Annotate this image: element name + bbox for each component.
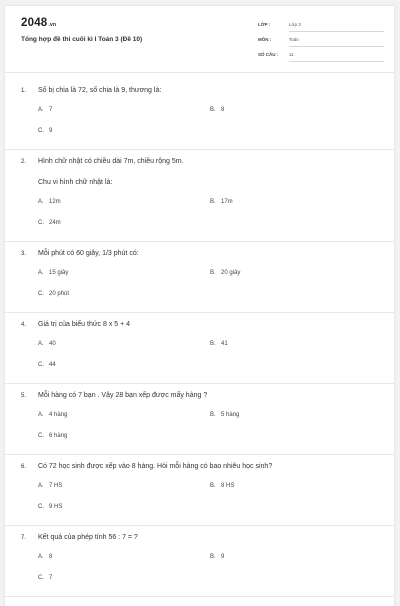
question-line — [5, 531, 394, 545]
option-letter: B. — [210, 341, 216, 347]
question-number: 5. — [21, 393, 27, 399]
option-text: 9 HS — [49, 504, 63, 510]
option-letter: C. — [38, 291, 44, 297]
question-4 — [5, 313, 394, 384]
question-number: 7. — [21, 535, 27, 541]
worksheet-page — [5, 6, 394, 606]
option-text: 7 — [49, 575, 53, 581]
option-a[interactable] — [38, 105, 52, 115]
question-number: 6. — [21, 464, 27, 470]
question-5 — [5, 384, 394, 455]
option-letter: A. — [38, 107, 44, 113]
question-number: 2. — [21, 159, 27, 165]
option-b[interactable] — [210, 105, 224, 115]
option-c[interactable] — [38, 218, 61, 228]
option-text: 8 — [221, 107, 225, 113]
option-letter: B. — [210, 483, 216, 489]
option-text: 4 hàng — [49, 412, 68, 418]
header-divider — [5, 72, 394, 73]
question-text: Có 72 học sinh được xếp vào 8 hàng. Hỏi mỗi hàng có bao nhiêu học sinh? — [38, 463, 273, 470]
meta-label-subject: MÔN : — [258, 37, 272, 42]
option-letter: A. — [38, 341, 44, 347]
option-text: 24m — [49, 220, 61, 226]
answer-options — [5, 105, 394, 139]
worksheet-header — [5, 6, 394, 68]
option-c[interactable] — [38, 360, 56, 370]
option-letter: B. — [210, 199, 216, 205]
option-text: 41 — [221, 341, 228, 347]
option-c[interactable] — [38, 289, 69, 299]
option-a[interactable] — [38, 339, 56, 349]
option-text: 17m — [221, 199, 233, 205]
answer-options — [5, 481, 394, 515]
meta-row-count — [258, 50, 384, 62]
option-text: 9 — [221, 554, 225, 560]
question-number: 1. — [21, 88, 27, 94]
question-line — [5, 389, 394, 403]
option-b[interactable] — [210, 481, 234, 491]
question-number: 4. — [21, 322, 27, 328]
option-text: 9 — [49, 128, 53, 134]
meta-row-subject — [258, 35, 384, 47]
option-text: 6 hàng — [49, 433, 68, 439]
question-2 — [5, 150, 394, 242]
question-subtext: Chu vi hình chữ nhật là: — [38, 179, 113, 186]
meta-row-class — [258, 20, 384, 32]
meta-label-class: LỚP : — [258, 22, 271, 27]
question-text: Mỗi phút có 60 giây, 1/3 phút có: — [38, 250, 139, 257]
option-letter: A. — [38, 199, 44, 205]
option-a[interactable] — [38, 410, 67, 420]
option-text: 44 — [49, 362, 56, 368]
answer-options — [5, 268, 394, 302]
question-text: Hình chữ nhật có chiều dài 7m, chiều rộng 5m. — [38, 158, 184, 165]
option-letter: C. — [38, 575, 44, 581]
question-text: Số bị chia là 72, số chia là 9, thương là: — [38, 87, 162, 94]
question-line — [5, 155, 394, 169]
question-line — [5, 318, 394, 332]
question-text: Kết quả của phép tính 56 : 7 = ? — [38, 534, 138, 541]
option-b[interactable] — [210, 197, 233, 207]
option-text: 40 — [49, 341, 56, 347]
question-6 — [5, 455, 394, 526]
option-letter: C. — [38, 504, 44, 510]
option-a[interactable] — [38, 268, 68, 278]
option-b[interactable] — [210, 268, 240, 278]
option-letter: B. — [210, 554, 216, 560]
question-list — [5, 79, 394, 597]
question-text: Giá trị của biểu thức 8 x 5 + 4 — [38, 321, 131, 328]
answer-options — [5, 410, 394, 444]
option-text: 7 HS — [49, 483, 63, 489]
option-text: 12m — [49, 199, 61, 205]
option-c[interactable] — [38, 126, 52, 136]
option-letter: C. — [38, 220, 44, 226]
option-letter: A. — [38, 412, 44, 418]
question-line — [5, 84, 394, 98]
question-3 — [5, 242, 394, 313]
option-letter: B. — [210, 270, 216, 276]
meta-value-class: Lớp 3 — [289, 22, 384, 32]
question-line — [5, 460, 394, 474]
meta-label-count: SỐ CÂU : — [258, 52, 279, 57]
answer-options — [5, 339, 394, 373]
option-b[interactable] — [210, 552, 224, 562]
option-text: 7 — [49, 107, 53, 113]
option-letter: A. — [38, 483, 44, 489]
option-text: 20 phút — [49, 291, 70, 297]
option-letter: B. — [210, 412, 216, 418]
question-7 — [5, 526, 394, 597]
option-c[interactable] — [38, 573, 52, 583]
option-a[interactable] — [38, 197, 61, 207]
option-b[interactable] — [210, 339, 228, 349]
logo-suffix: .vn — [48, 22, 57, 28]
question-1 — [5, 79, 394, 150]
option-letter: C. — [38, 433, 44, 439]
option-c[interactable] — [38, 502, 62, 512]
question-line — [5, 247, 394, 261]
question-number: 3. — [21, 251, 27, 257]
option-letter: C. — [38, 362, 44, 368]
option-text: 8 HS — [221, 483, 235, 489]
option-c[interactable] — [38, 431, 67, 441]
meta-info — [258, 20, 384, 65]
logo-text: 2048 — [21, 17, 48, 29]
option-b[interactable] — [210, 410, 239, 420]
page-title: Tổng hợp đề thi cuối kì I Toán 3 (Đề 10) — [21, 36, 143, 43]
answer-options — [5, 197, 394, 231]
option-letter: A. — [38, 554, 44, 560]
option-letter: B. — [210, 107, 216, 113]
meta-value-count: 11 — [289, 52, 384, 62]
option-letter: C. — [38, 128, 44, 134]
site-logo[interactable] — [21, 17, 56, 29]
option-a[interactable] — [38, 481, 62, 491]
option-text: 20 giây — [221, 270, 241, 276]
option-text: 8 — [49, 554, 53, 560]
option-text: 15 giây — [49, 270, 69, 276]
meta-value-subject: Toán — [289, 37, 384, 47]
option-a[interactable] — [38, 552, 52, 562]
answer-options — [5, 552, 394, 586]
option-letter: A. — [38, 270, 44, 276]
option-text: 5 hàng — [221, 412, 240, 418]
question-text: Mỗi hàng có 7 bạn . Vậy 28 bạn xếp được mấy hàng ? — [38, 392, 208, 399]
